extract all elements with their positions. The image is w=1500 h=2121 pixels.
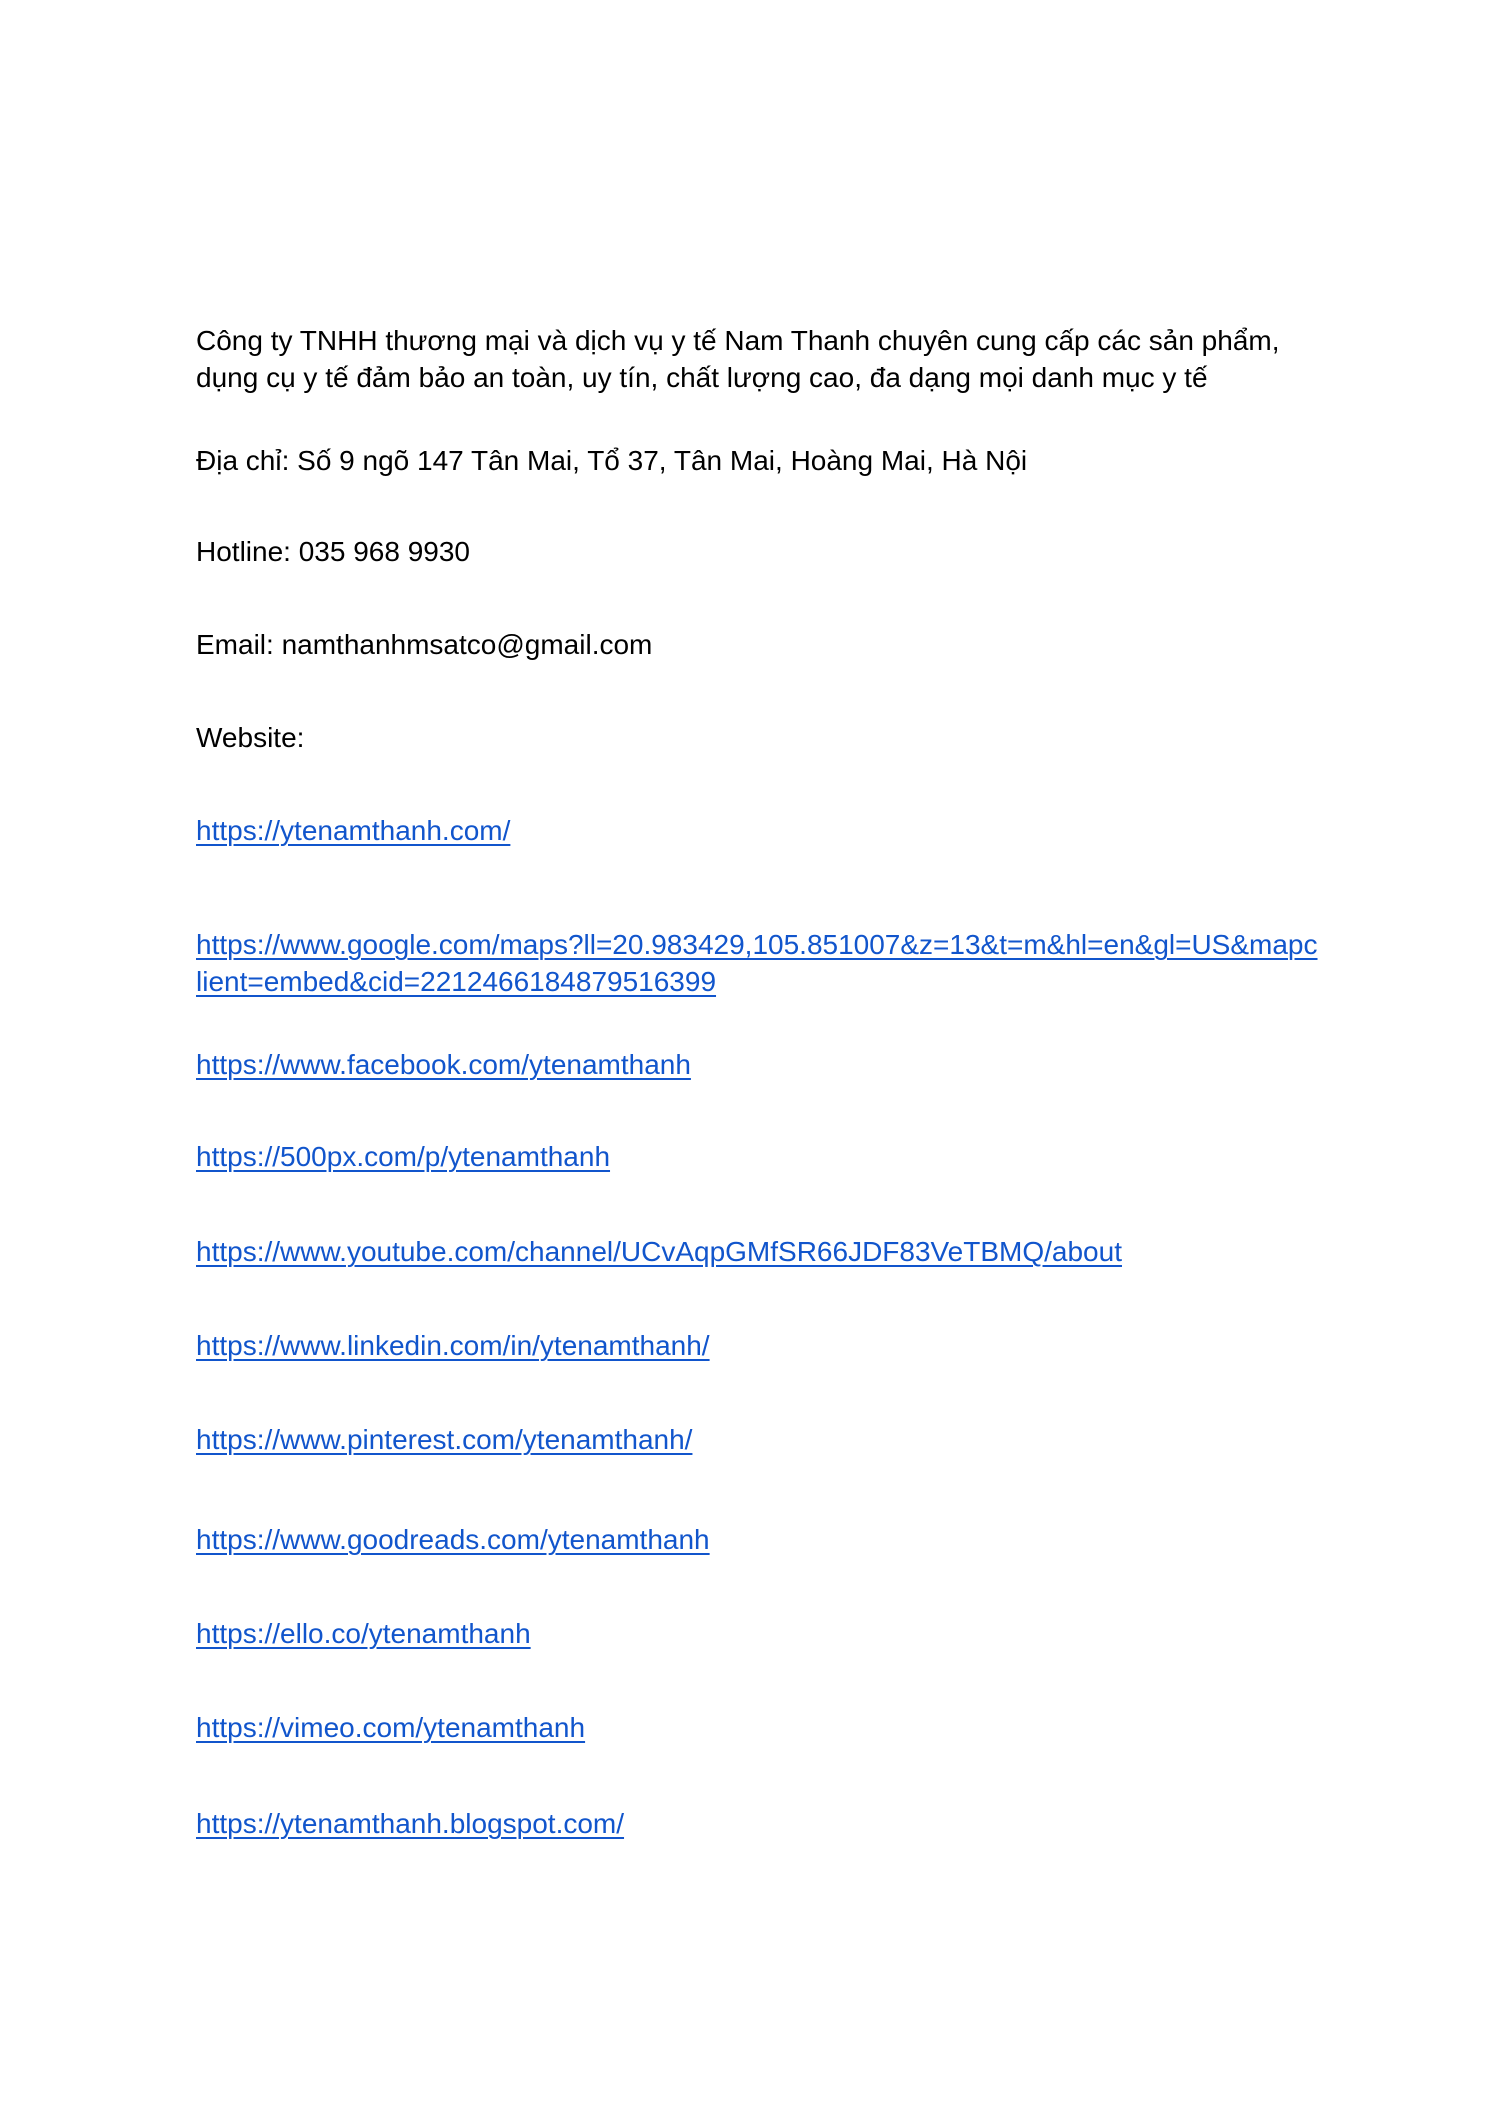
link-google-maps-line-1[interactable]: https://www.google.com/maps?ll=20.983429,105.851007&z=13&t=m&hl=en&gl=US&mapc [196, 929, 1318, 960]
link-facebook[interactable]: https://www.facebook.com/ytenamthanh [196, 1049, 691, 1080]
hotline-text: Hotline: 035 968 9930 [196, 536, 470, 567]
link-ello[interactable]: https://ello.co/ytenamthanh [196, 1618, 531, 1649]
link-google-maps-line-2[interactable]: lient=embed&cid=2212466184879516399 [196, 966, 717, 997]
link-website[interactable]: https://ytenamthanh.com/ [196, 815, 511, 846]
link-500px[interactable]: https://500px.com/p/ytenamthanh [196, 1141, 611, 1172]
link-goodreads[interactable]: https://www.goodreads.com/ytenamthanh [196, 1524, 710, 1555]
link-linkedin[interactable]: https://www.linkedin.com/in/ytenamthanh/ [196, 1330, 710, 1361]
address-text: Địa chỉ: Số 9 ngõ 147 Tân Mai, Tổ 37, Tân Mai, Hoàng Mai, Hà Nội [196, 445, 1028, 476]
link-vimeo[interactable]: https://vimeo.com/ytenamthanh [196, 1712, 586, 1743]
link-blogspot[interactable]: https://ytenamthanh.blogspot.com/ [196, 1808, 625, 1839]
link-youtube[interactable]: https://www.youtube.com/channel/UCvAqpGMfSR66JDF83VeTBMQ/about [196, 1236, 1122, 1267]
intro-text-line-2: dụng cụ y tế đảm bảo an toàn, uy tín, chất lượng cao, đa dạng mọi danh mục y tế [196, 362, 1208, 393]
website-label: Website: [196, 722, 305, 753]
link-pinterest[interactable]: https://www.pinterest.com/ytenamthanh/ [196, 1424, 693, 1455]
email-text: Email: namthanhmsatco@gmail.com [196, 629, 653, 660]
intro-text-line-1: Công ty TNHH thương mại và dịch vụ y tế Nam Thanh chuyên cung cấp các sản phẩm, [196, 325, 1280, 356]
